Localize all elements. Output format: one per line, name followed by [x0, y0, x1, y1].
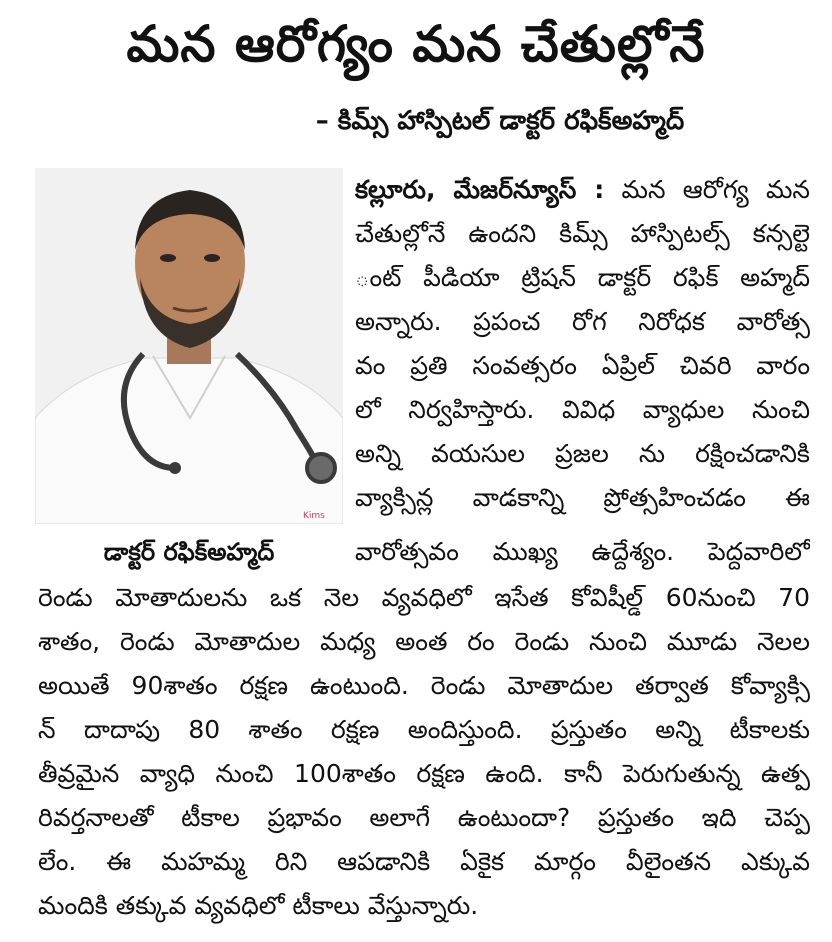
- article-line: వ్యాక్సిన్ల వాడకాన్ని ప్రోత్సహించడం ఈ: [355, 483, 810, 512]
- article-line: ంట్ పీడియా ట్రిషన్ డాక్టర్ రఫిక్ అహ్మద్: [355, 263, 810, 292]
- byline: – కిమ్స్ హాస్పిటల్ డాక్టర్ రఫిక్అహ్మద్: [315, 106, 685, 136]
- article-line: మందికి తక్కువ వ్యవధిలో టీకాలు వేస్తున్నారు.: [38, 891, 479, 920]
- article-line: అయితే 90శాతం రక్షణ ఉంటుంది. రెండు మోతాదుల తర్వాత కోవ్యాక్సి: [38, 671, 810, 700]
- article-line: వం ప్రతి సంవత్సరం ఏప్రిల్ చివరి వారం: [355, 351, 810, 380]
- article-line: న్ దాదాపు 80 శాతం రక్షణ అందిస్తుంది. ప్రస్తుతం అన్ని టీకాలకు: [38, 715, 810, 744]
- headline: మన ఆరోగ్యం మన చేతుల్లోనే: [126, 15, 706, 73]
- doctor-photo: [35, 168, 343, 524]
- dateline: కల్లూరు, మేజర్‌న్యూస్ :: [355, 175, 605, 204]
- article-line: శాతం, రెండు మోతాదుల మధ్య అంత రం రెండు నుంచి మూడు నెలల: [38, 627, 810, 656]
- article-line: రివర్తనాలతో టీకాల ప్రభావం అలాగే ఉంటుందా? ప్రస్తుతం ఇది చెప్ప: [38, 803, 810, 832]
- article-line: తీవ్రమైన వ్యాధి నుంచి 100శాతం రక్షణ ఉంది. కానీ పెరుగుతున్న ఉత్ప: [38, 759, 810, 788]
- article-line: లో నిర్వహిస్తారు. వివిధ వ్యాధుల నుంచి: [355, 395, 810, 424]
- article-line: రెండు మోతాదులను ఒక నెల వ్యవధిలో ఇసేత కోవిషీల్డ్ 60నుంచి 70: [38, 583, 810, 612]
- article-line: లేం. ఈ మహమ్మ రిని ఆపడానికి ఏకైక మార్గం వీలైంతన ఎక్కువ: [38, 847, 810, 876]
- article-line: వారోత్సవం ముఖ్య ఉద్దేశ్యం. పెద్దవారిలో: [355, 537, 810, 566]
- photo-caption: డాక్టర్ రఫిక్అహ్మద్: [103, 538, 275, 566]
- article-line: అన్నారు. ప్రపంచ రోగ నిరోధక వారోత్స: [355, 307, 810, 336]
- article-line: అన్ని వయసుల ప్రజల ను రక్షించడానికి: [355, 439, 810, 468]
- photo-watermark: Kims: [303, 511, 325, 521]
- article-text: మన ఆరోగ్య మన: [604, 175, 810, 204]
- article-line: చేతుల్లోనే ఉందని కిమ్స్ హాస్పిటల్స్ కన్సల్టె: [355, 219, 810, 248]
- article-line: [355, 168, 810, 212]
